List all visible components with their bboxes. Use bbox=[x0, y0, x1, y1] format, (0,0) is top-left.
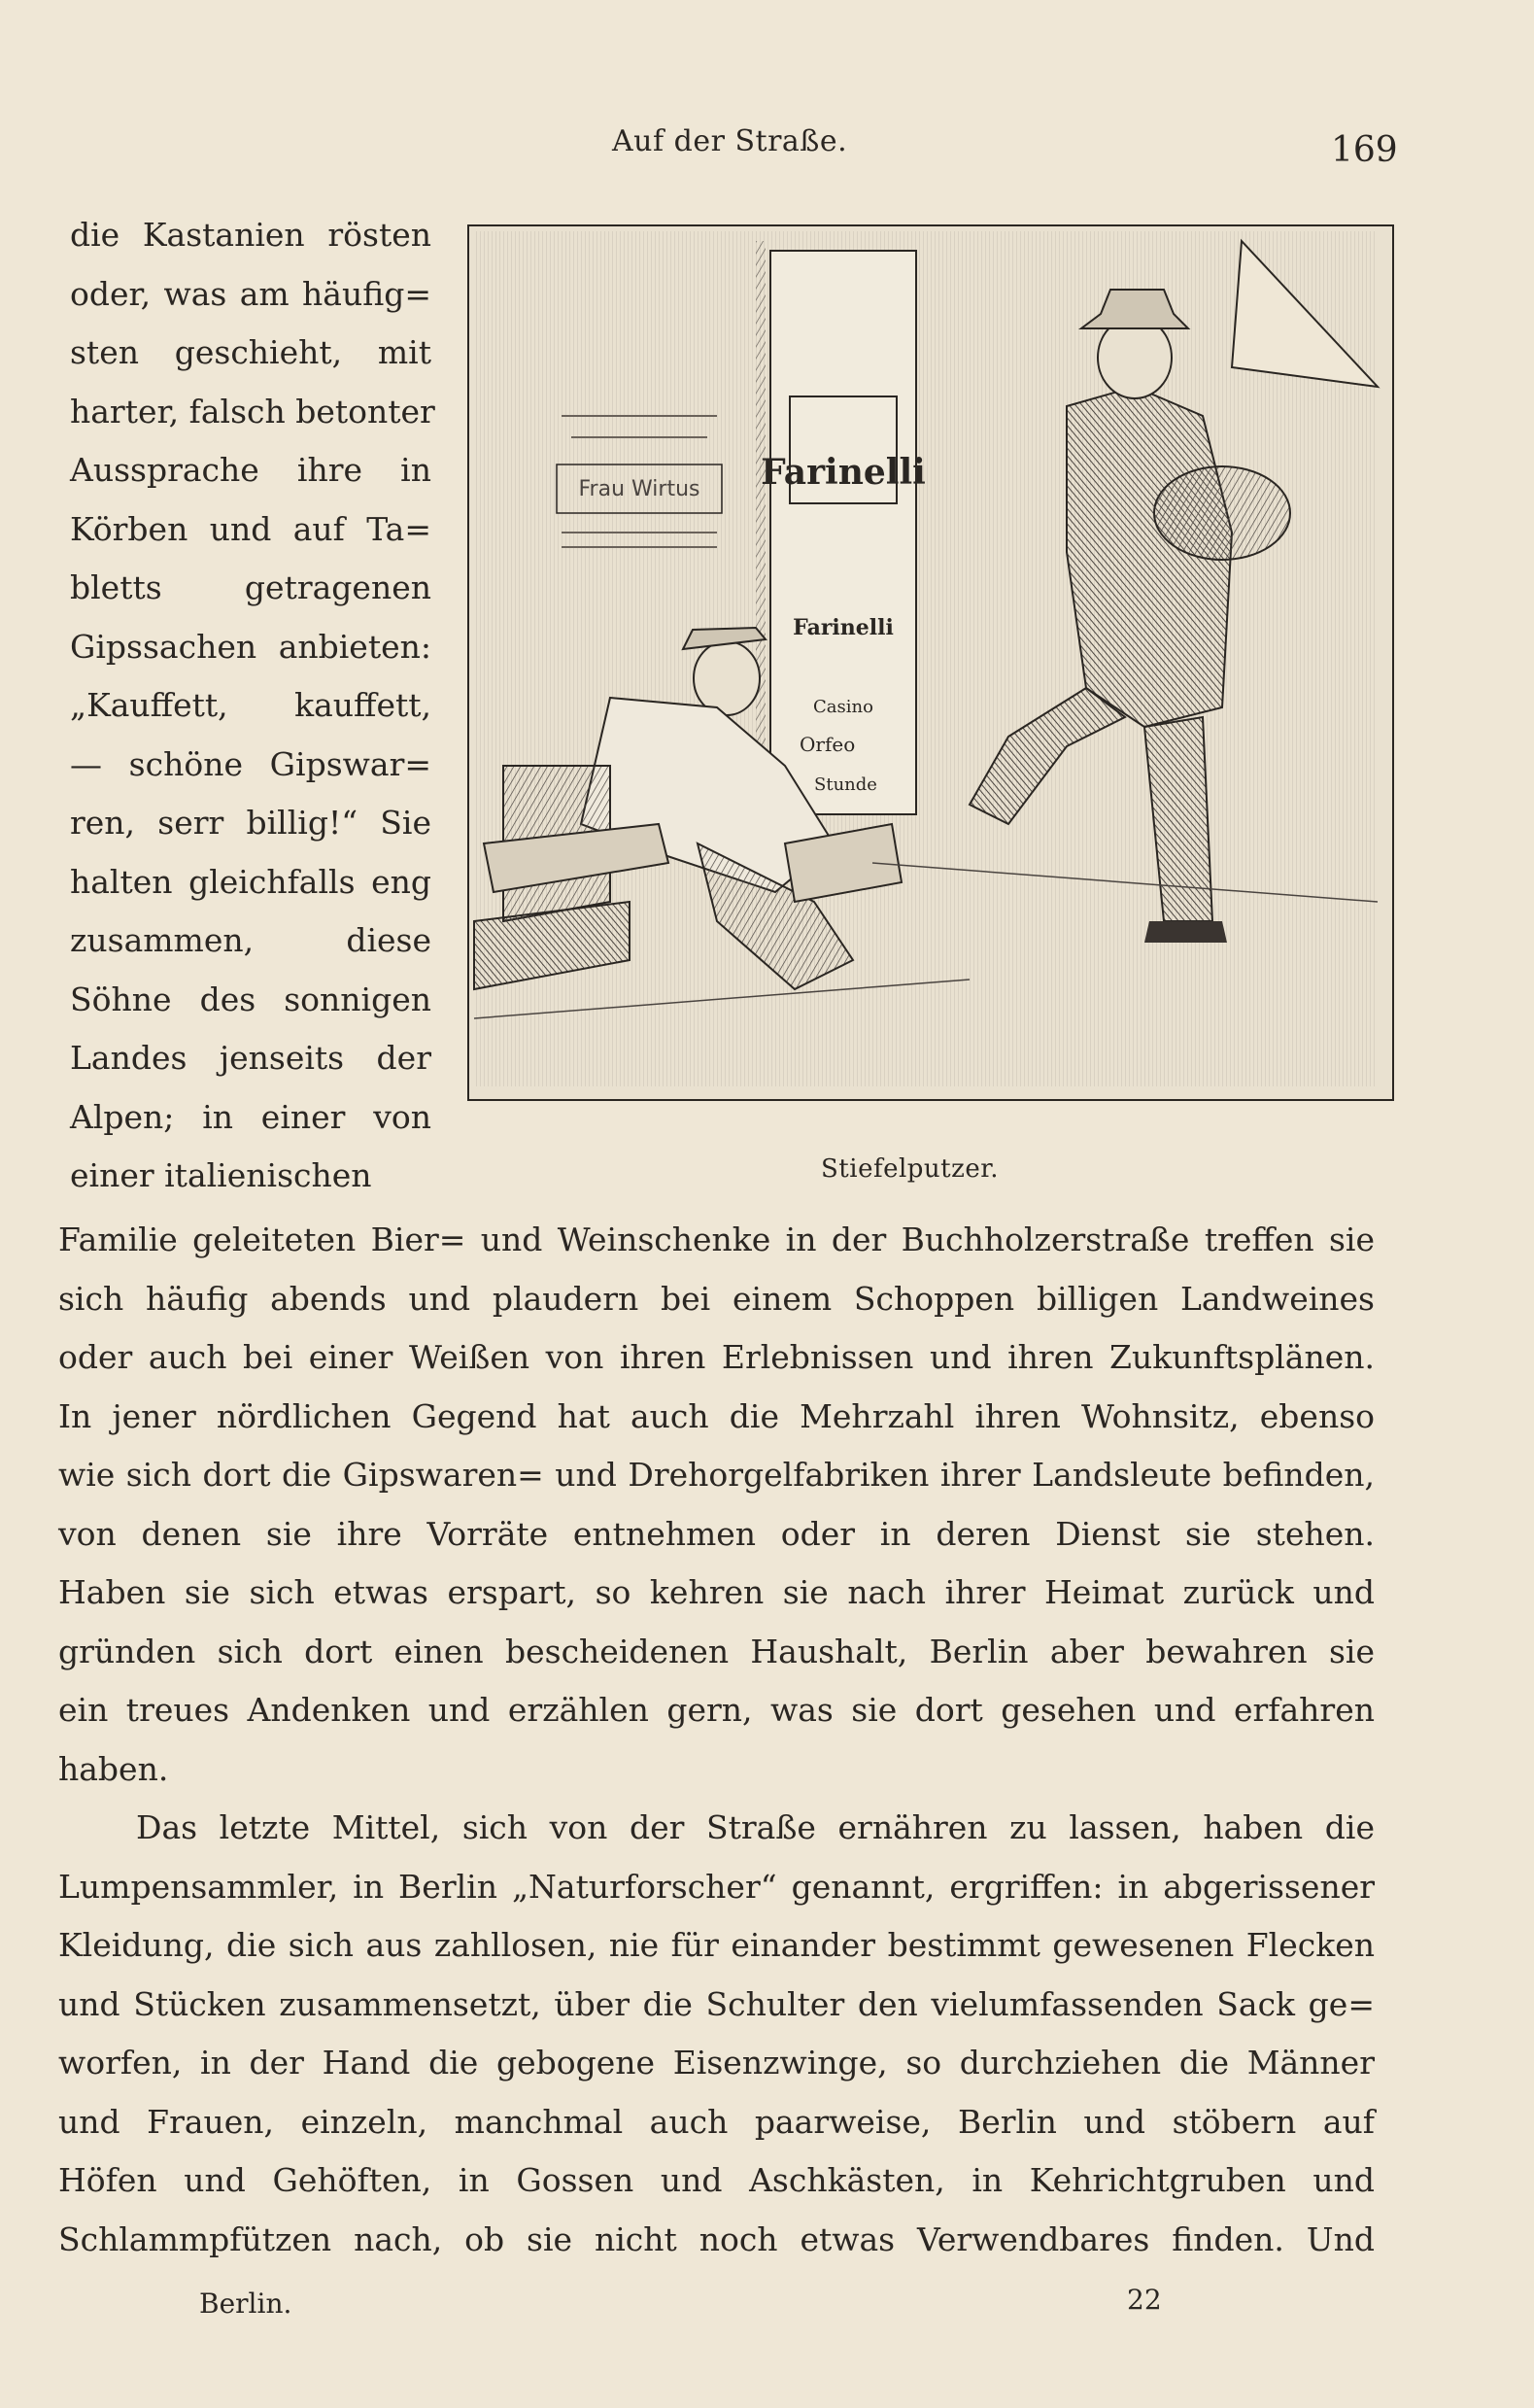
illustration-shoeshine bbox=[464, 222, 1405, 1118]
poster-text: Frau Wirtus bbox=[578, 477, 700, 501]
text-line: haben. bbox=[58, 1749, 169, 1788]
text-line: Söhne des sonnigen bbox=[70, 980, 431, 1018]
text-line: In jener nördlichen Gegend hat auch die Mehrzahl ihren Wohnsitz, ebenso bbox=[58, 1396, 1375, 1435]
text-line: oder, was am häufig= bbox=[70, 274, 431, 313]
text-line: gründen sich dort einen bescheidenen Haushalt, Berlin aber bewahren sie bbox=[58, 1632, 1375, 1670]
text-line: und Stücken zusammensetzt, über die Schulter den vielumfassenden Sack ge= bbox=[58, 1984, 1375, 2023]
text-line: Das letzte Mittel, sich von der Straße ernähren zu lassen, haben die bbox=[136, 1808, 1375, 1846]
text-line: sten geschieht, mit bbox=[70, 333, 431, 371]
text-line: zusammen, diese bbox=[70, 921, 431, 959]
page-number: 169 bbox=[1331, 130, 1398, 170]
poster-text: Casino bbox=[813, 697, 873, 717]
text-line: die Kastanien rösten bbox=[70, 216, 431, 254]
text-line: Familie geleiteten Bier= und Weinschenke in der Buchholzerstraße treffen sie bbox=[58, 1221, 1375, 1258]
text-line: halten gleichfalls eng bbox=[70, 862, 431, 901]
text-line: Landes jenseits der bbox=[70, 1039, 431, 1077]
text-line: ein treues Andenken und erzählen gern, was sie dort gesehen und erfahren bbox=[58, 1691, 1375, 1729]
text-line: wie sich dort die Gipswaren= und Drehorgelfabriken ihrer Landsleute befinden, bbox=[58, 1456, 1375, 1494]
text-line: Höfen und Gehöften, in Gossen und Aschkästen, in Kehrichtgruben und bbox=[58, 2161, 1375, 2199]
text-line: und Frauen, einzeln, manchmal auch paarweise, Berlin und stöbern auf bbox=[58, 2102, 1375, 2141]
poster-text: Stunde bbox=[814, 774, 877, 795]
text-line: Schlammpfützen nach, ob sie nicht noch etwas Verwendbares finden. Und bbox=[58, 2219, 1375, 2258]
footer-sheet-number: 22 bbox=[1127, 2284, 1162, 2316]
poster-text: Farinelli bbox=[761, 452, 926, 493]
text-line: ren, serr billig!“ Sie bbox=[70, 804, 431, 842]
text-line: Kleidung, die sich aus zahllosen, nie für einander bestimmt gewesenen Flecken bbox=[58, 1926, 1375, 1964]
running-header: Auf der Straße. bbox=[612, 124, 848, 158]
illustration-drawing bbox=[464, 222, 1405, 1118]
text-line: — schöne Gipswar= bbox=[70, 744, 431, 783]
text-line: Körben und auf Ta= bbox=[70, 509, 431, 548]
left-column-text bbox=[70, 206, 435, 1206]
figure-caption: Stiefelputzer. bbox=[821, 1154, 1000, 1184]
footer-signature: Berlin. bbox=[199, 2288, 292, 2320]
text-line: harter, falsch betonter bbox=[70, 392, 435, 430]
text-line: Gipssachen anbieten: bbox=[70, 627, 431, 666]
poster-text: Farinelli bbox=[793, 615, 894, 640]
text-line: Aussprache ihre in bbox=[70, 451, 431, 489]
poster-text: Orfeo bbox=[800, 733, 856, 756]
body-text bbox=[58, 1211, 1375, 2269]
text-line: Haben sie sich etwas erspart, so kehren sie nach ihrer Heimat zurück und bbox=[58, 1573, 1375, 1611]
text-line: einer italienischen bbox=[70, 1156, 372, 1194]
text-line: oder auch bei einer Weißen von ihren Erlebnissen und ihren Zukunftsplänen. bbox=[58, 1338, 1375, 1376]
text-line: bletts getragenen bbox=[70, 568, 431, 606]
text-line: von denen sie ihre Vorräte entnehmen oder in deren Dienst sie stehen. bbox=[58, 1514, 1375, 1553]
text-line: worfen, in der Hand die gebogene Eisenzwinge, so durchziehen die Männer bbox=[58, 2044, 1375, 2081]
text-line: sich häufig abends und plaudern bei einem Schoppen billigen Landweines bbox=[58, 1279, 1375, 1318]
text-line: „Kauffett, kauffett, bbox=[70, 686, 431, 724]
text-line: Lumpensammler, in Berlin „Naturforscher“ genannt, ergriffen: in abgerissener bbox=[58, 1867, 1375, 1906]
text-line: Alpen; in einer von bbox=[70, 1097, 431, 1136]
